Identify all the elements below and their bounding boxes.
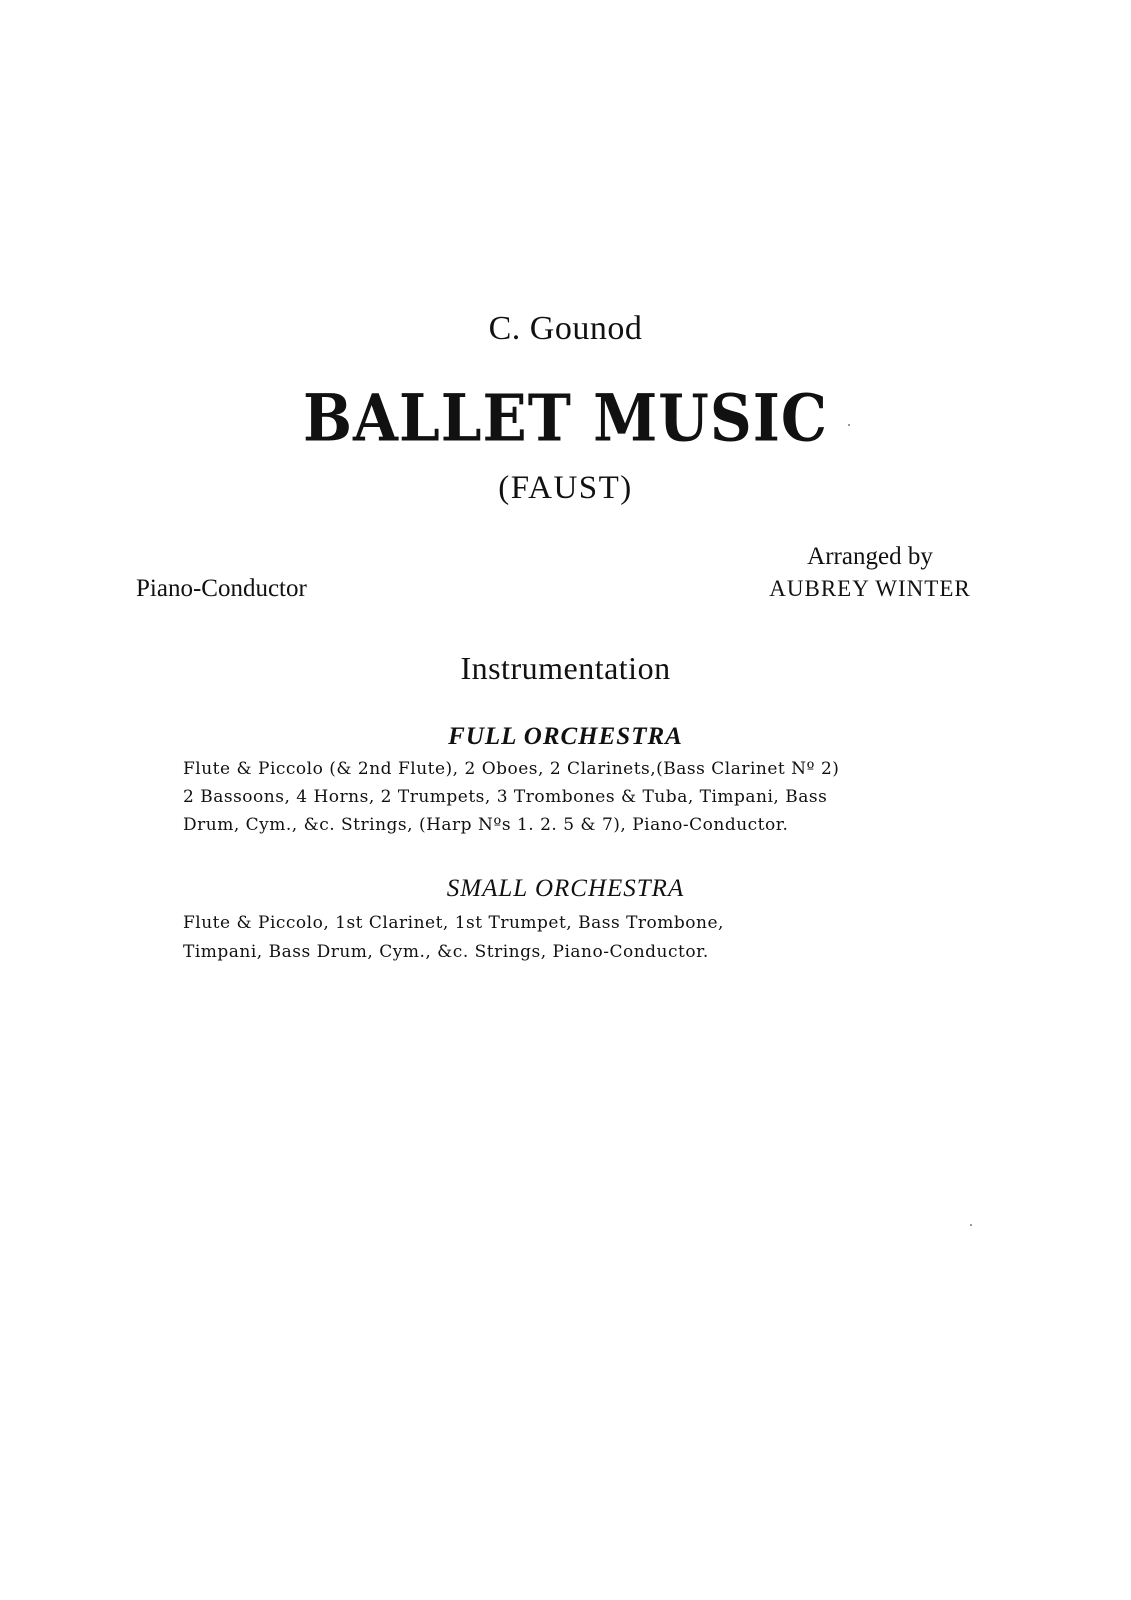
full-orchestra-heading: FULL ORCHESTRA (448, 723, 683, 750)
full-orchestra-line: 2 Bassoons, 4 Horns, 2 Trumpets, 3 Trombones & Tuba, Timpani, Bass (183, 787, 828, 807)
edition-label: Piano-Conductor (136, 575, 307, 602)
arranged-by-label: Arranged by (807, 543, 933, 570)
subtitle: (FAUST) (498, 470, 633, 506)
arranger-name: AUBREY WINTER (769, 576, 971, 601)
instrumentation-heading: Instrumentation (460, 650, 671, 686)
scan-speck (848, 424, 850, 426)
arranger-block (735, 540, 1005, 604)
page-title: BALLET MUSIC (302, 380, 829, 457)
small-orchestra-heading: SMALL ORCHESTRA (446, 875, 685, 902)
small-orchestra-line: Flute & Piccolo, 1st Clarinet, 1st Trumpet, Bass Trombone, (183, 913, 724, 933)
composer-name: C. Gounod (488, 310, 643, 347)
full-orchestra-line: Flute & Piccolo (& 2nd Flute), 2 Oboes, 2 Clarinets,(Bass Clarinet Nº 2) (183, 759, 840, 779)
small-orchestra-line: Timpani, Bass Drum, Cym., &c. Strings, Piano-Conductor. (183, 942, 709, 962)
full-orchestra-line: Drum, Cym., &c. Strings, (Harp Nºs 1. 2. 5 & 7), Piano-Conductor. (183, 815, 789, 835)
scan-speck (970, 1224, 972, 1226)
